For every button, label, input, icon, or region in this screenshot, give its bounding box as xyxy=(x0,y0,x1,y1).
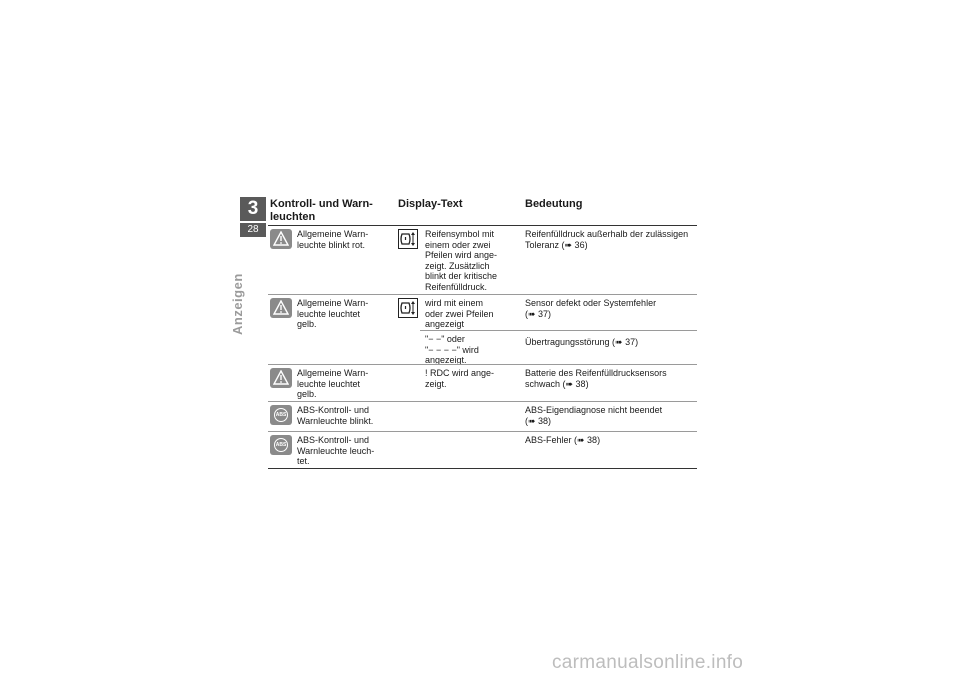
row2-indicator: Allgemeine Warn- leuchte leuchtet gelb. xyxy=(297,298,369,329)
tire-pressure-icon xyxy=(398,229,418,249)
row4-meaning: Batterie des Reifenfülldrucksensors schwach (➠ 38) xyxy=(525,368,667,389)
watermark: carmanualsonline.info xyxy=(552,652,744,673)
row-divider xyxy=(268,431,697,432)
table-bottom-rule xyxy=(268,468,697,469)
row-divider xyxy=(268,364,697,365)
abs-icon xyxy=(270,435,292,455)
chapter-number: 3 xyxy=(240,197,266,221)
row5-meaning: ABS-Eigendiagnose nicht beendet (➠ 38) xyxy=(525,405,663,426)
header-rule xyxy=(268,225,697,226)
tire-pressure-icon xyxy=(398,298,418,318)
row1-indicator: Allgemeine Warn- leuchte blinkt rot. xyxy=(297,229,369,250)
row6-indicator: ABS-Kontroll- und Warnleuchte leuch- tet. xyxy=(297,435,375,466)
row1-meaning: Reifenfülldruck außerhalb der zulässigen Toleranz (➠ 36) xyxy=(525,229,689,250)
row4-display-text: ! RDC wird ange- zeigt. xyxy=(425,368,495,389)
row6-meaning: ABS-Fehler (➠ 38) xyxy=(525,435,601,445)
header-indicators: Kontroll- und Warn- leuchten xyxy=(270,198,373,223)
row3-meaning: Übertragungsstörung (➠ 37) xyxy=(525,337,639,347)
warning-triangle-icon xyxy=(270,298,292,318)
section-side-label: Anzeigen xyxy=(230,273,245,335)
page-number: 28 xyxy=(240,223,266,237)
row3-display-text: "− −" oder "− − − −" wird angezeigt. xyxy=(425,334,479,365)
abs-icon-label: ABS xyxy=(274,438,288,452)
row-divider xyxy=(268,401,697,402)
header-display-text: Display-Text xyxy=(398,198,463,210)
header-meaning: Bedeutung xyxy=(525,198,583,210)
row2-display-text: wird mit einem oder zwei Pfeilen angezeigt xyxy=(425,298,494,329)
row4-indicator: Allgemeine Warn- leuchte leuchtet gelb. xyxy=(297,368,369,399)
row2-meaning: Sensor defekt oder Systemfehler (➠ 37) xyxy=(525,298,657,319)
row-divider xyxy=(420,330,697,331)
row5-indicator: ABS-Kontroll- und Warnleuchte blinkt. xyxy=(297,405,374,426)
abs-icon-label: ABS xyxy=(274,408,288,422)
abs-icon xyxy=(270,405,292,425)
row-divider xyxy=(268,294,697,295)
warning-triangle-icon xyxy=(270,229,292,249)
warning-triangle-icon xyxy=(270,368,292,388)
row1-display-text: Reifensymbol mit einem oder zwei Pfeilen wird ange- zeigt. Zusätzlich blinkt der kritische Reifenfülldruck. xyxy=(425,229,498,292)
